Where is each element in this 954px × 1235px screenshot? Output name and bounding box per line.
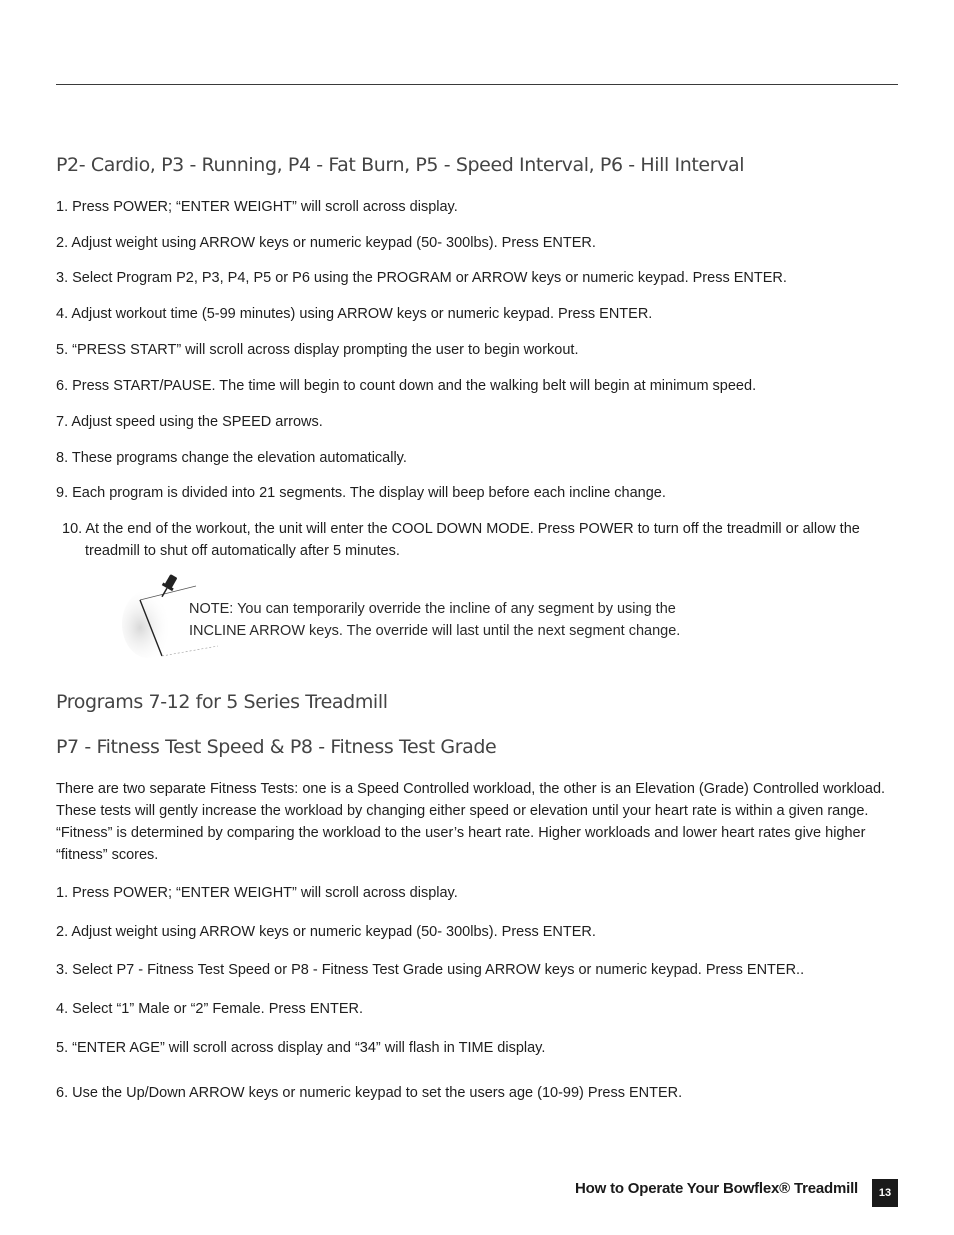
note-line-1: NOTE: You can temporarily override the incline of any segment by using the [189,601,676,617]
step-10: 10. At the end of the workout, the unit will enter the COOL DOWN MODE. Press POWER to turn off the treadmill or allow the treadmill to shut off automatically after 5 minutes. [62,521,860,559]
step-8: 8. These programs change the elevation automatically. [56,450,407,466]
step-1: 1. Press POWER; “ENTER WEIGHT” will scroll across display. [56,199,458,215]
fitness-step-3: 3. Select P7 - Fitness Test Speed or P8 - Fitness Test Grade using ARROW keys or numeric keypad. Press ENTER.. [56,962,805,978]
step-3: 3. Select Program P2, P3, P4, P5 or P6 using the PROGRAM or ARROW keys or numeric keypad. Press ENTER. [56,270,787,286]
step-4: 4. Adjust workout time (5-99 minutes) using ARROW keys or numeric keypad. Press ENTER. [56,306,653,322]
fitness-step-6: 6. Use the Up/Down ARROW keys or numeric keypad to set the users age (10-99) Press ENTER. [56,1085,683,1101]
step-9: 9. Each program is divided into 21 segments. The display will beep before each incline change. [56,485,666,501]
fitness-step-4: 4. Select “1” Male or “2” Female. Press ENTER. [56,1001,363,1017]
note-line-2: INCLINE ARROW keys. The override will last until the next segment change. [189,623,681,639]
fitness-step-2: 2. Adjust weight using ARROW keys or numeric keypad (50- 300lbs). Press ENTER. [56,924,596,940]
section-heading-programs-7-12: Programs 7-12 for 5 Series Treadmill [56,691,388,713]
fitness-step-1: 1. Press POWER; “ENTER WEIGHT” will scroll across display. [56,885,458,901]
section-heading-p7-p8: P7 - Fitness Test Speed & P8 - Fitness Test Grade [56,736,497,758]
note-callout [189,598,749,642]
fitness-test-intro: There are two separate Fitness Tests: one is a Speed Controlled workload, the other is an Elevation (Grade) Controlled workload. These tests will gently increase the workload by changing either speed or elevation until your heart rate is within a given range. “Fitness” is determined by comparing the workload to the user’s heart rate. Higher workloads and lower heart rates give higher “fitness” scores. [56,781,886,863]
section-heading-p2-p6: P2- Cardio, P3 - Running, P4 - Fat Burn, P5 - Speed Interval, P6 - Hill Interval [56,154,745,176]
header-rule [56,84,898,85]
footer-title: How to Operate Your Bowflex® Treadmill [575,1180,858,1197]
fitness-step-5: 5. “ENTER AGE” will scroll across display and “34” will flash in TIME display. [56,1040,546,1056]
step-7: 7. Adjust speed using the SPEED arrows. [56,414,323,430]
step-2: 2. Adjust weight using ARROW keys or numeric keypad (50- 300lbs). Press ENTER. [56,235,596,251]
page-number: 13 [872,1179,898,1207]
step-5: 5. “PRESS START” will scroll across display prompting the user to begin workout. [56,342,579,358]
step-6: 6. Press START/PAUSE. The time will begin to count down and the walking belt will begin at minimum speed. [56,378,757,394]
